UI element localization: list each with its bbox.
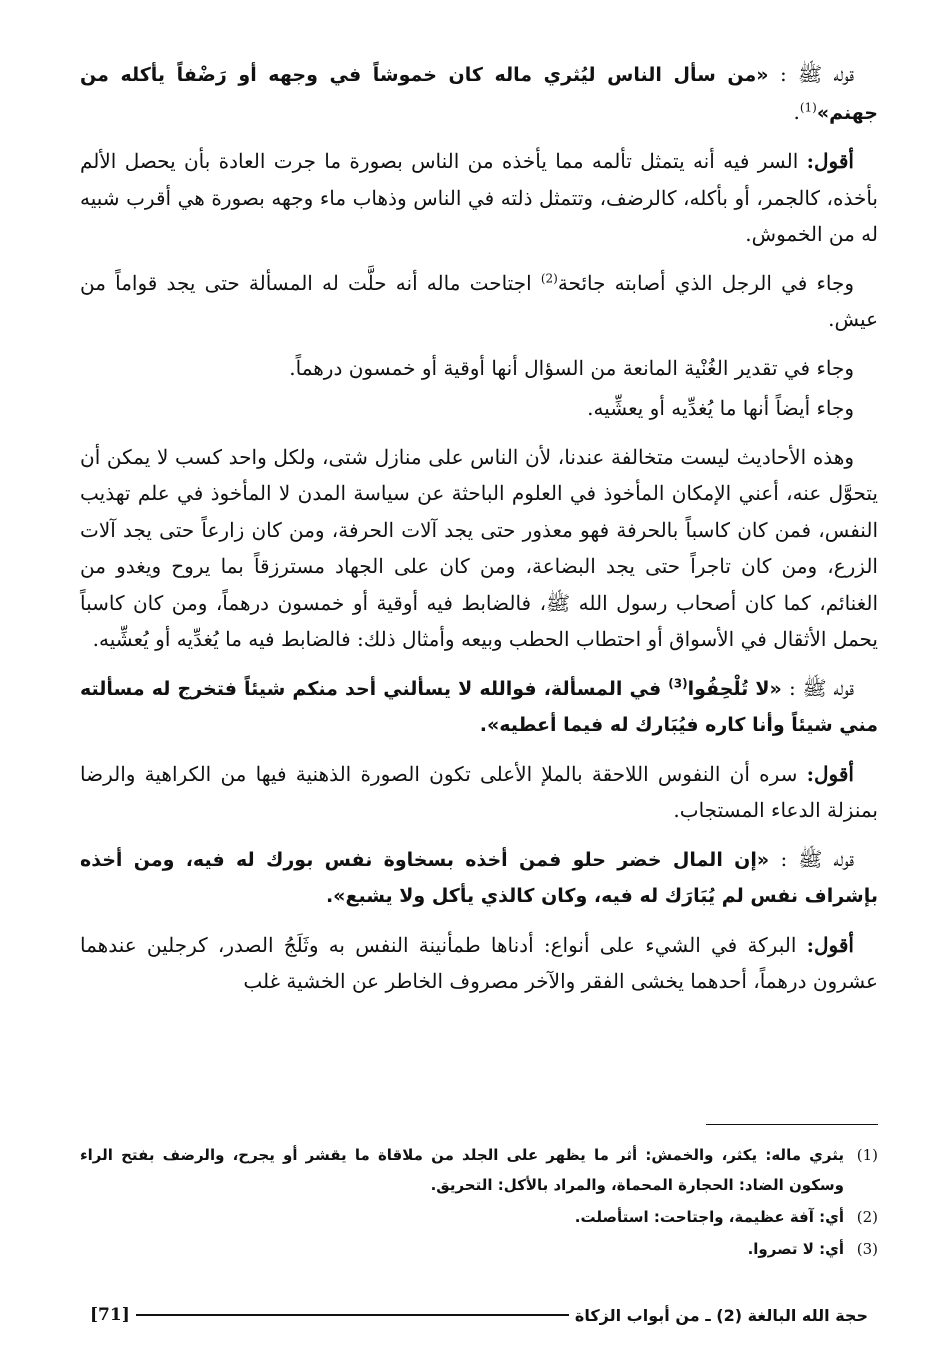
paragraph-lead: قوله ﷺ : [780,846,854,871]
main-text [80,56,878,1012]
paragraph-lead: أقول: [806,932,854,957]
paragraph-text: وهذه الأحاديث ليست متخالفة عندنا، لأن الناس على منازل شتى، ولكل واحد كسب لا يمكن أن يتحوَّل عنه، أعني الإمكان المأخوذ في العلوم الباحثة عن سياسة المدن لا المأخوذ في علم تهذيب النفس، فمن كان كاسباً بالحرفة فهو معذور حتى يجد آلات الحرفة، ومن كان زارعاً حتى يجد آلات الزرع، ومن كان تاجراً حتى يجد البضاعة، ومن كان على الجهاد مسترزقاً بما يروح ويغدو من الغنائم، كما كان أصحاب رسول الله ﷺ، فالضابط فيه أوقية أو خمسون درهماً، ومن كان كاسباً يحمل الأثقال في الأسواق أو احتطاب الحطب وبيعه وأمثال ذلك: فالضابط فيه ما يُغدِّيه أو يُعشِّيه. [80,444,878,651]
paragraph-lead: قوله ﷺ : [788,675,854,700]
footnote-text: أي: آفة عظيمة، واجتاحت: استأصلت. [574,1208,844,1226]
footnote-marker: (2) [540,270,558,285]
hadith-text: «من سأل الناس ليُثري ماله كان خموشاً في وجهه أو رَضْفاً يأكله من جهنم» [80,64,878,124]
paragraph-text: سره أن النفوس اللاحقة بالملإ الأعلى تكون الصورة الذهنية فيها من الكراهية والرضا بمنزلة الدعاء المستجاب. [80,761,878,822]
comment-paragraph [80,756,878,829]
footnote-number: (2) [856,1208,878,1226]
footnote-number: (3) [856,1240,878,1258]
paragraph-lead: قوله ﷺ : [779,62,854,86]
footnote-text: أي: لا تصروا. [747,1240,844,1258]
footnote-text: يثري ماله: يكثر، والخمش: أثر ما يظهر على الجلد من ملاقاة ما يقشر أو يجرح، والرضف بفتح الراء وسكون الضاد: الحجارة المحماة، والمراد بالأكل: التحريق. [80,1146,844,1194]
paragraph-tail: . [793,99,800,124]
hadith-text: «لا تُلْحِفُوا [687,677,782,700]
page-number: [71] [90,1305,130,1325]
plain-paragraph [80,265,878,338]
paragraph-text: وجاء في تقدير الغُنْية المانعة من السؤال أنها أوقية أو خمسون درهماً. [289,355,854,380]
paragraph-lead: أقول: [806,149,854,173]
footnote-item [80,1140,878,1200]
paragraph-text: وجاء في الرجل الذي أصابته جائحة [557,270,855,295]
paragraph-tail: اجتاحت ماله أنه حلَّت له المسألة حتى يجد قواماً من عيش. [80,270,878,331]
paragraph-text: السر فيه أنه يتمثل تألمه مما يأخذه من الناس بصورة ما جرت العادة بأن يحصل الألم بأخذه، كالجمر، أو بأكله، كالرضف، وتتمثل ذلته في الناس وذهاب ماء وجهه بصورة هي أقرب شبيه له من الخموش. [80,149,878,246]
hadith-paragraph [80,56,878,131]
footnote-marker: (1) [799,99,817,114]
footnote-item [80,1234,878,1264]
plain-paragraph [80,439,878,658]
hadith-text: «إن المال خضر حلو فمن أخذه بسخاوة نفس بورك له فيه، ومن أخذه بإشراف نفس لم يُبَارَك له فيه، وكان كالذي يأكل ولا يشبع». [80,848,878,907]
footnote-divider [706,1124,878,1125]
running-title: حجة الله البالغة (2) ـ من أبواب الزكاة [574,1305,868,1325]
footnotes [80,1140,878,1266]
paragraph-tail: في المسألة، فوالله لا يسألني أحد منكم شيئاً فتخرج له مسألته مني شيئاً وأنا كاره فيُبَارك له فيما أعطيه». [80,677,878,736]
hadith-paragraph [80,670,878,744]
comment-paragraph [80,927,878,1000]
footnote-number: (1) [856,1146,878,1164]
footnote-item [80,1202,878,1232]
comment-paragraph [80,143,878,253]
paragraph-lead: أقول: [806,761,854,786]
paragraph-text: وجاء أيضاً أنها ما يُغدِّيه أو يعشِّيه. [587,396,854,420]
page-footer [80,1300,878,1330]
paragraph-text: البركة في الشيء على أنواع: أدناها طمأنينة النفس به وثَلَجُ الصدر، كرجلين عندهما عشرون درهماً، أحدهما يخشى الفقر والآخر مصروف الخاطر عن الخشية غلب [80,932,878,993]
plain-paragraph [80,390,878,427]
footnote-marker: (3) [668,676,688,691]
footer-rule [136,1314,569,1316]
plain-paragraph [80,350,878,387]
hadith-paragraph [80,841,878,915]
